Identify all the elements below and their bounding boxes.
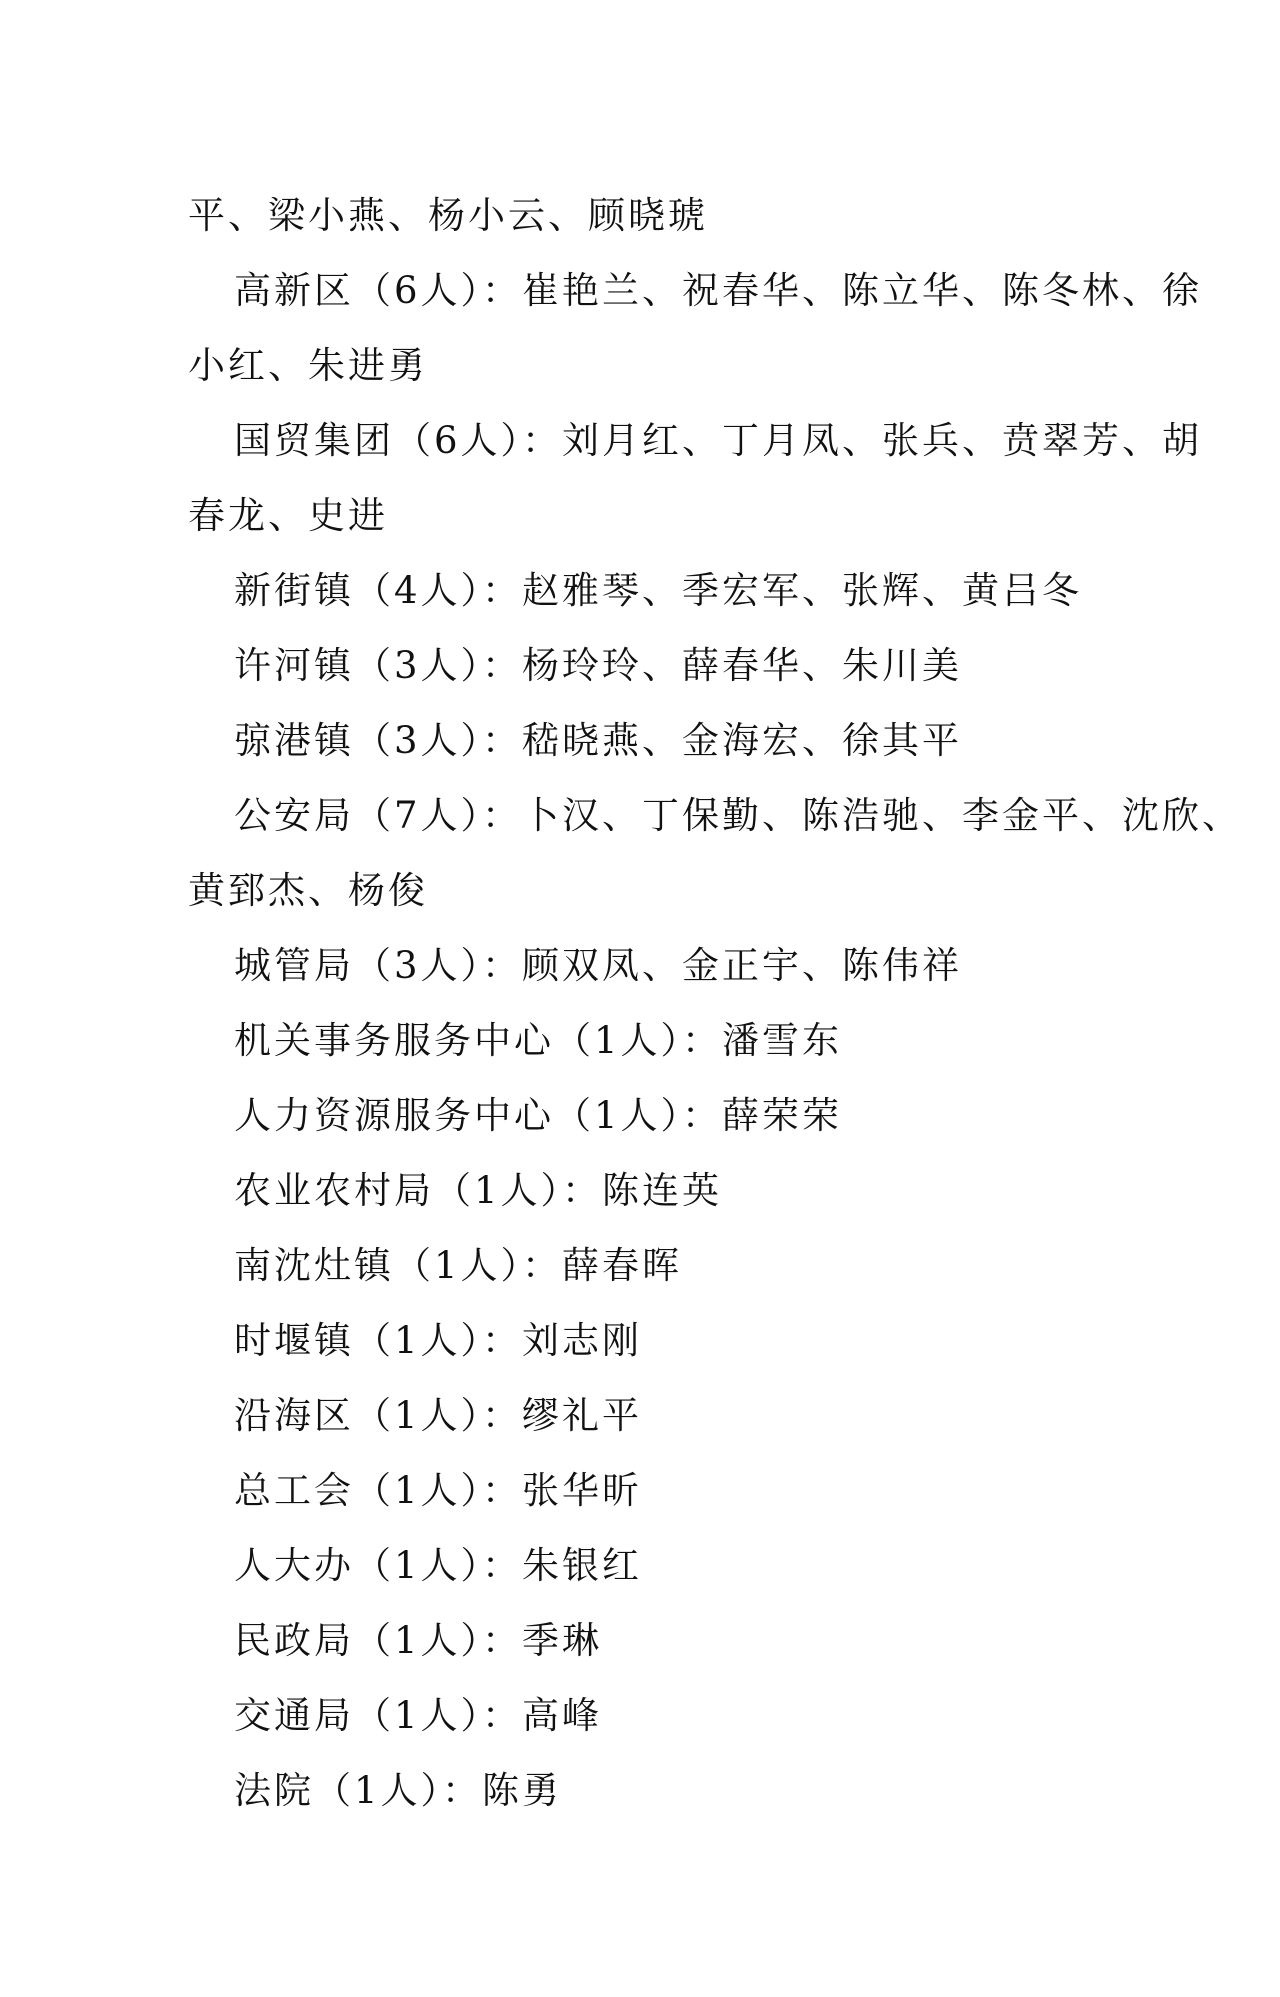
text-line: 许河镇（3人）：杨玲玲、薛春华、朱川美: [234, 644, 963, 687]
text-line: 机关事务服务中心（1人）：潘雪东: [234, 1019, 843, 1062]
text-line: 弶港镇（3人）：嵇晓燕、金海宏、徐其平: [234, 719, 963, 762]
text-line: 高新区（6人）：崔艳兰、祝春华、陈立华、陈冬林、徐: [234, 269, 1203, 312]
text-line: 公安局（7人）：卜汉、丁保勤、陈浩驰、李金平、沈欣、: [234, 794, 1243, 837]
text-line: 法院（1人）：陈勇: [234, 1769, 563, 1812]
text-line: 南沈灶镇（1人）：薛春晖: [234, 1244, 683, 1287]
name-list: [188, 178, 1243, 1828]
text-line: 人大办（1人）：朱银红: [234, 1544, 643, 1587]
text-line: 国贸集团（6人）：刘月红、丁月凤、张兵、贲翠芳、胡: [234, 419, 1203, 462]
text-line: 农业农村局（1人）：陈连英: [234, 1169, 723, 1212]
text-line: 春龙、史进: [188, 494, 388, 537]
text-line: 总工会（1人）：张华昕: [234, 1469, 643, 1512]
text-line: 新街镇（4人）：赵雅琴、季宏军、张辉、黄吕冬: [234, 569, 1083, 612]
text-line: 城管局（3人）：顾双凤、金正宇、陈伟祥: [234, 944, 963, 987]
text-line: 时堰镇（1人）：刘志刚: [234, 1319, 643, 1362]
text-line: 沿海区（1人）：缪礼平: [234, 1394, 643, 1437]
text-line: 人力资源服务中心（1人）：薛荣荣: [234, 1094, 843, 1137]
text-line: 小红、朱进勇: [188, 344, 428, 387]
text-line: 交通局（1人）：高峰: [234, 1694, 603, 1737]
text-line: 黄郅杰、杨俊: [188, 869, 428, 912]
text-line: 民政局（1人）：季琳: [234, 1619, 603, 1662]
text-line: 平、梁小燕、杨小云、顾晓琥: [188, 194, 708, 237]
